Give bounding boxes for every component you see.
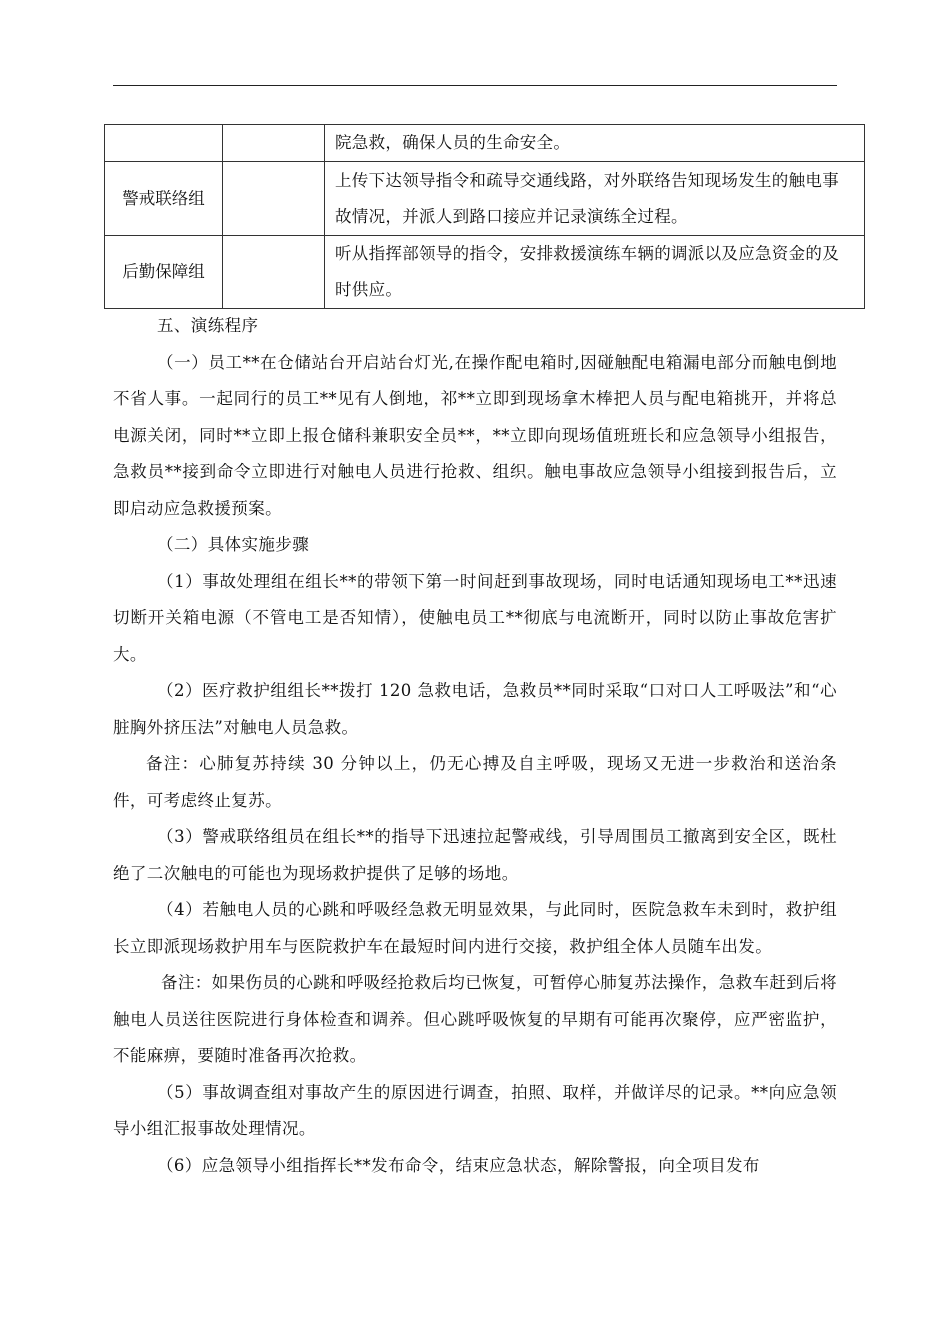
blank-cell — [223, 236, 325, 309]
group-cell: 警戒联络组 — [105, 162, 223, 236]
duty-cell: 听从指挥部领导的指令，安排救援演练车辆的调派以及应急资金的及时供应。 — [325, 236, 865, 309]
document-body — [113, 308, 837, 1184]
step-paragraph: （1）事故处理组在组长**的带领下第一时间赶到事故现场，同时电话通知现场电工**迅速切断开关箱电源（不管电工是否知情），使触电员工**彻底与电流断开，同时以防止事故危害扩大。 — [113, 571, 837, 664]
group-cell — [105, 125, 223, 162]
subsection-heading: （二）具体实施步骤 — [157, 535, 310, 554]
step-paragraph: （4）若触电人员的心跳和呼吸经急救无明显效果，与此同时，医院急救车未到时，救护组长立即派现场救护用车与医院救护车在最短时间内进行交接，救护组全体人员随车出发。 — [113, 900, 837, 956]
duty-cell: 院急救，确保人员的生命安全。 — [325, 125, 865, 162]
section-heading: 五、演练程序 — [157, 316, 259, 335]
step-paragraph: （5）事故调查组对事故产生的原因进行调查，拍照、取样，并做详尽的记录。**向应急领导小组汇报事故处理情况。 — [113, 1082, 837, 1138]
paragraph: （一）员工**在仓储站台开启站台灯光,在操作配电箱时,因碰触配电箱漏电部分而触电倒地不省人事。一起同行的员工**见有人倒地，祁**立即到现场拿木棒把人员与配电箱挑开，并将总电源关闭，同时**立即上报仓储科兼职安全员**，**立即向现场值班班长和应急领导小组报告，急救员**接到命令立即进行对触电人员进行抢救、组织。触电事故应急领导小组接到报告后，立即启动应急救援预案。 — [113, 352, 837, 518]
step-paragraph: （3）警戒联络组员在组长**的指导下迅速拉起警戒线，引导周围员工撤离到安全区，既杜绝了二次触电的可能也为现场救护提供了足够的场地。 — [113, 827, 837, 883]
table-row — [105, 162, 865, 236]
step-paragraph: （2）医疗救护组组长**拨打 120 急救电话，急救员**同时采取“口对口人工呼吸法”和“心脏胸外挤压法”对触电人员急救。 — [113, 681, 837, 737]
blank-cell — [223, 162, 325, 236]
blank-cell — [223, 125, 325, 162]
table-row — [105, 125, 865, 162]
step-paragraph: （6）应急领导小组指挥长**发布命令，结束应急状态，解除警报，向全项目发布 — [157, 1155, 760, 1175]
responsibility-table — [104, 124, 865, 309]
header-rule — [113, 85, 837, 86]
duty-cell: 上传下达领导指令和疏导交通线路，对外联络告知现场发生的触电事故情况，并派人到路口接应并记录演练全过程。 — [325, 162, 865, 236]
note-paragraph: 备注：心肺复苏持续 30 分钟以上，仍无心搏及自主呼吸，现场又无进一步救治和送治条件，可考虑终止复苏。 — [113, 754, 837, 810]
group-cell: 后勤保障组 — [105, 236, 223, 309]
table-row — [105, 236, 865, 309]
note-paragraph: 备注：如果伤员的心跳和呼吸经抢救后均已恢复，可暂停心肺复苏法操作，急救车赶到后将触电人员送往医院进行身体检查和调养。但心跳呼吸恢复的早期有可能再次聚停，应严密监护，不能麻痹，要随时准备再次抢救。 — [113, 973, 837, 1065]
